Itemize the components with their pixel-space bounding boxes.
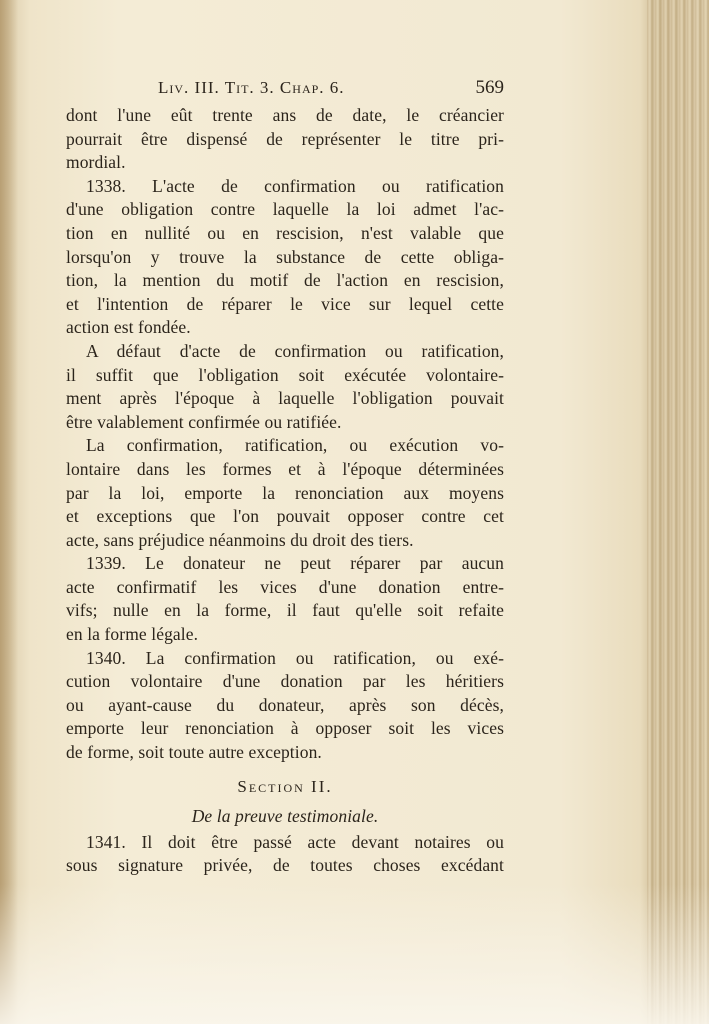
text-line: La confirmation, ratification, ou exécution vo-	[86, 435, 504, 456]
article-1339	[66, 552, 504, 646]
text-line: 1340. La confirmation ou ratification, ou exé-	[86, 647, 504, 668]
text-line: mordial.	[66, 152, 126, 173]
text-line: lontaire dans les formes et à l'époque déterminées	[66, 458, 504, 479]
page-text	[66, 76, 504, 878]
text-line: en la forme légale.	[66, 624, 199, 645]
text-line: il suffit que l'obligation soit exécutée volontaire-	[66, 364, 504, 385]
text-line: cution volontaire d'une donation par les héritiers	[66, 671, 504, 692]
section-heading: Section II.	[237, 776, 333, 796]
text-line: et l'intention de réparer le vice sur lequel cette	[66, 293, 504, 314]
paragraph-continued	[66, 104, 504, 175]
page-number: 569	[475, 77, 504, 98]
text-line: acte, sans préjudice néanmoins du droit des tiers.	[66, 529, 414, 550]
text-line: ment après l'époque à laquelle l'obligation pouvait	[66, 388, 504, 409]
text-line: et exceptions que l'on pouvait opposer contre cet	[66, 506, 504, 527]
text-line: être valablement confirmée ou ratifiée.	[66, 411, 342, 432]
text-line: dont l'une eût trente ans de date, le créancier	[66, 105, 504, 125]
article-1341	[66, 831, 504, 878]
text-line: A défaut d'acte de confirmation ou ratification,	[86, 340, 504, 361]
text-line: action est fondée.	[66, 317, 191, 338]
article-1338	[66, 175, 504, 553]
text-line: 1338. L'acte de confirmation ou ratification	[86, 175, 504, 196]
text-line: de forme, soit toute autre exception.	[66, 742, 322, 763]
running-head	[66, 76, 504, 104]
text-line: pourrait être dispensé de représenter le titre pri-	[66, 128, 504, 149]
text-line: d'une obligation contre laquelle la loi admet l'ac-	[66, 199, 504, 220]
text-line: vifs; nulle en la forme, il faut qu'elle soit refaite	[66, 600, 504, 621]
text-line: acte confirmatif les vices d'une donation entre-	[66, 576, 504, 597]
text-line: 1339. Le donateur ne peut réparer par aucun	[86, 553, 504, 574]
text-line: sous signature privée, de toutes choses excédant	[66, 855, 504, 876]
text-line: tion en nullité ou en rescision, n'est valable que	[66, 222, 504, 243]
text-line: 1341. Il doit être passé acte devant notaires ou	[86, 831, 504, 852]
page-bottom-fade	[0, 884, 709, 1024]
text-line: tion, la mention du motif de l'action en rescision,	[66, 270, 504, 291]
text-line: ou ayant-cause du donateur, après son décès,	[66, 694, 504, 715]
article-1340	[66, 647, 504, 765]
text-line: emporte leur renonciation à opposer soit les vices	[66, 718, 504, 739]
page-gutter-shadow	[0, 0, 18, 1024]
section-subtitle: De la preuve testimoniale.	[191, 805, 379, 826]
text-line: lorsqu'on y trouve la substance de cette obliga-	[66, 246, 504, 267]
page-edge-stack	[647, 0, 709, 1024]
running-title: Liv. III. Tit. 3. Chap. 6.	[158, 78, 345, 97]
text-line: par la loi, emporte la renonciation aux moyens	[66, 482, 504, 503]
